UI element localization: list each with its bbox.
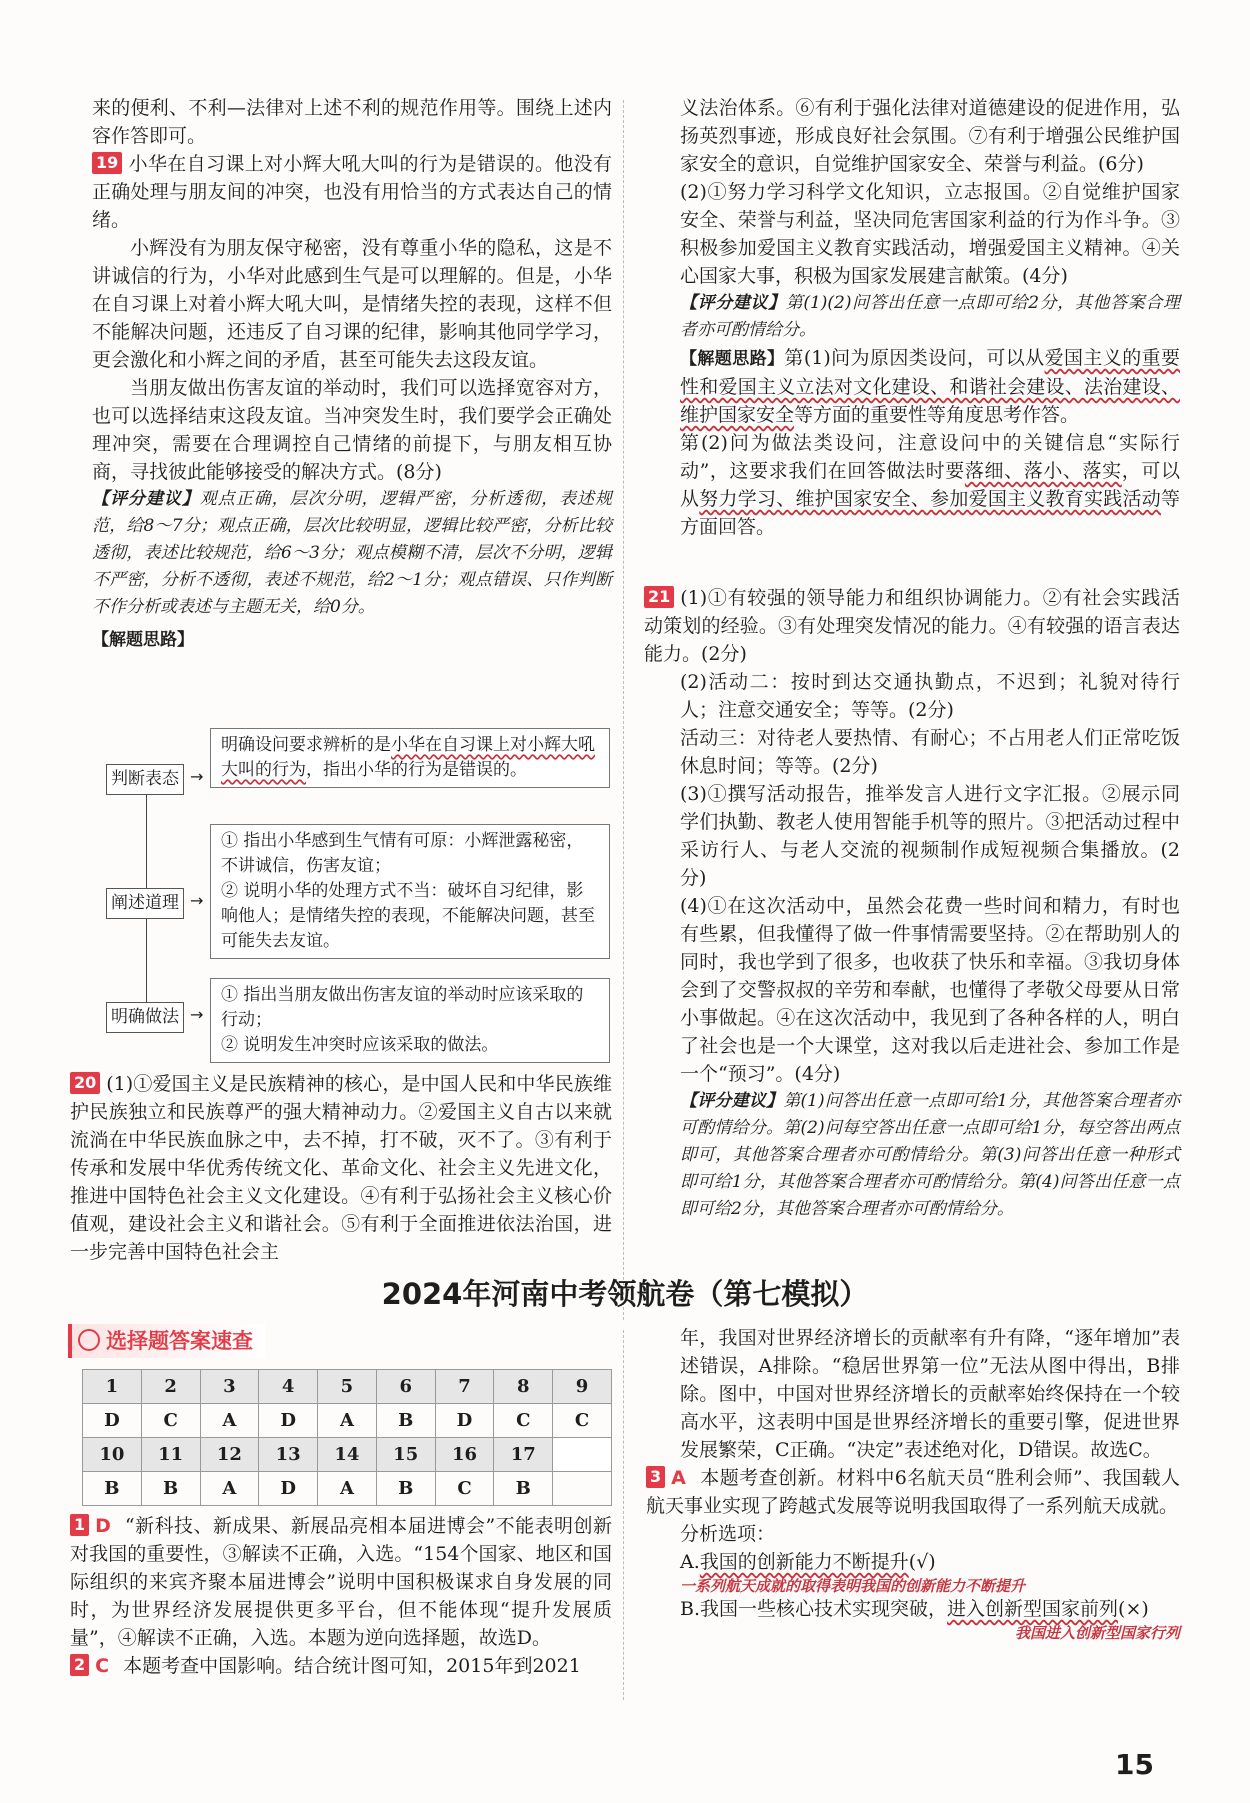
paragraph: 年，我国对世界经济增长的贡献率有升有降，“逐年增加”表述错误，A排除。“稳居世界第一位”无法从图中得出，B排除。图中，中国对世界经济增长的贡献率始终保持在一个较高水平，这表明中国是世界经济增长的重要引擎，促进世界发展繁荣，C正确。“决定”表述绝对化，D错误。故选C。	[680, 1327, 1180, 1461]
flow-label-judge: 判断表态	[106, 764, 184, 795]
page-number: 15	[1115, 1748, 1154, 1781]
thinking-tag: 【解题思路】	[92, 630, 194, 650]
right-column	[680, 94, 1180, 541]
paragraph: 小辉没有为朋友保守秘密，没有尊重小华的隐私，这是不讲诚信的行为，小华对此感到生气是可以理解的。但是，小华在自习课上对着小辉大吼大叫，是情绪失控的表现，这样不但不能解决问题，还违反了自习课的纪律，影响其他同学学习，更会激化和小辉之间的矛盾，甚至可能失去这段友谊。	[92, 237, 612, 371]
question-19	[92, 150, 612, 234]
section-title: 2024年河南中考领航卷（第七模拟）	[381, 1277, 869, 1311]
paragraph: (4)①在这次活动中，虽然会花费一些时间和精力，有时也有些累，但我懂得了做一件事情需要坚持。②在帮助别人的同时，我也学到了很多，也收获了快乐和幸福。③我切身体会到了交警叔叔的辛劳和奉献，也懂得了孝敬父母要从日常小事做起。④在这次活动中，我见到了各种各样的人，明白了社会也是一个大课堂，这对我以后走进社会、参加工作是一个“预习”。(4分)	[680, 895, 1180, 1085]
thinking: 第(2)问为做法类设问，注意设问中的关键信息“实际行动”，这要求我们在回答做法时要落细、落小、落实，可以从努力学习、维护国家安全、参加爱国主义教育实践活动等方面回答。	[680, 432, 1180, 538]
question-number: 3	[646, 1466, 665, 1488]
handwritten-note: 一系列航天成就的取得表明我国的创新能力不断提升	[680, 1577, 1026, 1595]
score-advice: 【评分建议】第(1)(2)问答出任意一点即可给2分，其他答案合理者亦可酌情给分。	[680, 293, 1180, 340]
score-advice	[92, 486, 612, 621]
paragraph: “新科技、新成果、新展品亮相本届进博会”不能表明创新对我国的重要性，③解读不正确，入选。“154个国家、地区和国际组织的来宾齐聚本届进博会”说明中国积极谋求自身发展的同时，为世界经济发展提供更多平台，但不能体现“提升发展质量”，④解读不正确，入选。本题为逆向选择题，故选D。	[70, 1515, 612, 1649]
arrow-icon: →	[190, 891, 204, 910]
answer-letter: C	[95, 1655, 110, 1677]
paragraph: (1)①有较强的领导能力和组织协调能力。②有社会实践活动策划的经验。③有处理突发情况的能力。④有较强的语言表达能力。(2分)	[644, 587, 1180, 665]
paragraph: 本题考查中国影响。结合统计图可知，2015年到2021	[123, 1655, 581, 1677]
flow-label-explain: 阐述道理	[106, 888, 184, 919]
target-icon	[78, 1329, 100, 1351]
paragraph: (2)①努力学习科学文化知识，立志报国。②自觉维护国家安全、荣誉与利益，坚决同危害国家利益的行为作斗争。③积极参加爱国主义教育实践活动，增强爱国主义精神。④关心国家大事，积极为国家发展建言献策。(4分)	[680, 181, 1180, 287]
paragraph: (3)①撰写活动报告，推举发言人进行文字汇报。②展示同学们执勤、教老人使用智能手机等的照片。③把活动过程中采访行人、与老人交流的视频制作成短视频合集播放。(2分)	[680, 783, 1180, 889]
score-advice: 【评分建议】第(1)问答出任意一点即可给1分，其他答案合理者亦可酌情给分。第(2)问每空答出任意一点即可给1分，每空答出两点即可，其他答案合理者亦可酌情给分。第(3)问答出任意一种形式即可给1分，其他答案合理者亦可酌情给分。第(4)问答出任意一点即可给2分，其他答案合理者亦可酌情给分。	[680, 1091, 1180, 1219]
question-number: 2	[70, 1654, 89, 1676]
table-row: B B A D A B C B	[83, 1472, 612, 1506]
bottom-left-column	[70, 1512, 612, 1680]
score-advice-tag: 【评分建议】	[92, 489, 200, 509]
answer-letter: D	[95, 1515, 111, 1537]
bottom-right-column	[646, 1324, 1180, 1642]
answer-key-table	[82, 1369, 612, 1506]
option-a: A.我国的创新能力不断提升(√)	[680, 1551, 936, 1573]
question-21	[644, 584, 1180, 1223]
column-divider	[623, 100, 624, 1320]
table-row: D C A D A B D C C	[83, 1404, 612, 1438]
question-20	[70, 1070, 612, 1266]
question-number: 19	[92, 152, 122, 174]
paragraph: 义法治体系。⑥有利于强化法律对道德建设的促进作用，弘扬英烈事迹，形成良好社会氛围。⑦有利于增强公民维护国家安全的意识，自觉维护国家安全、荣誉与利益。(6分)	[680, 97, 1180, 175]
paragraph: 小华在自习课上对小辉大吼大叫的行为是错误的。他没有正确处理与朋友间的冲突，也没有用恰当的方式表达自己的情绪。	[92, 153, 612, 231]
question-number: 21	[644, 586, 674, 608]
table-row: 10 11 12 13 14 15 16 17	[83, 1438, 612, 1472]
handwritten-note: 我国进入创新型国家行列	[1014, 1624, 1180, 1642]
thinking: 【解题思路】第(1)问为原因类设问，可以从爱国主义的重要性和爱国主义立法对文化建设、和谐社会建设、法治建设、维护国家安全等方面的重要性等角度思考作答。	[680, 347, 1180, 426]
arrow-icon: →	[190, 767, 204, 786]
paragraph: 来的便利、不利—法律对上述不利的规范作用等。围绕上述内容作答即可。	[92, 97, 612, 147]
paragraph: 活动三：对待老人要热情、有耐心；不占用老人们正常吃饭休息时间；等等。(2分)	[680, 727, 1180, 777]
question-number: 20	[70, 1072, 100, 1094]
paragraph: (2)活动二：按时到达交通执勤点，不迟到；礼貌对待行人；注意交通安全；等等。(2分)	[680, 671, 1180, 721]
reasoning-flow-diagram	[106, 728, 616, 1068]
table-row: 1 2 3 4 5 6 7 8 9	[83, 1370, 612, 1404]
left-column	[92, 94, 612, 654]
flow-box-explain: ① 指出小华感到生气情有可原：小辉泄露秘密，不讲诚信，伤害友谊； ② 说明小华的处理方式不当：破坏自习纪律，影响他人；是情绪失控的表现，不能解决问题，甚至可能失去友谊。	[210, 824, 610, 959]
analysis-label: 分析选项：	[680, 1523, 776, 1545]
paragraph: (1)①爱国主义是民族精神的核心，是中国人民和中华民族维护民族独立和民族尊严的强大精神动力。②爱国主义自古以来就流淌在中华民族血脉之中，去不掉，打不破，灭不了。③有利于传承和发展中华优秀传统文化、革命文化、社会主义先进文化，推进中国特色社会主义文化建设。④有利于弘扬社会主义核心价值观，建设社会主义和谐社会。⑤有利于全面推进依法治国，进一步完善中国特色社会主	[70, 1073, 612, 1263]
flow-label-method: 明确做法	[106, 1002, 184, 1033]
paragraph: 当朋友做出伤害友谊的举动时，我们可以选择宽容对方，也可以选择结束这段友谊。当冲突发生时，我们要学会正确处理冲突，需要在合理调控自己情绪的前提下，与朋友相互协商，寻找彼此能够接受的解决方式。(8分)	[92, 377, 612, 483]
flow-box-judge: 明确设问要求辨析的是小华在自习课上对小辉大吼大叫的行为，指出小华的行为是错误的。	[210, 728, 610, 788]
quick-check-header: 选择题答案速查	[68, 1324, 265, 1358]
question-number: 1	[70, 1514, 89, 1536]
arrow-icon: →	[190, 1005, 204, 1024]
paragraph: 本题考查创新。材料中6名航天员“胜利会师”、我国载人航天事业实现了跨越式发展等说明我国取得了一系列航天成就。	[646, 1467, 1180, 1517]
column-divider	[623, 1330, 624, 1700]
flow-box-method: ① 指出当朋友做出伤害友谊的举动时应该采取的行动； ② 说明发生冲突时应该采取的做法。	[210, 978, 610, 1063]
option-b: B.我国一些核心技术实现突破，进入创新型国家前列(×)	[680, 1598, 1149, 1620]
score-advice-text: 观点正确，层次分明，逻辑严密，分析透彻，表述规范，给8～7分；观点正确，层次比较明显，逻辑比较严密，分析比较透彻，表述比较规范，给6～3分；观点模糊不清，层次不分明，逻辑不严密，分析不透彻，表述不规范，给2～1分；观点错误、只作判断不作分析或表述与主题无关，给0分。	[92, 489, 613, 617]
answer-letter: A	[671, 1467, 686, 1489]
